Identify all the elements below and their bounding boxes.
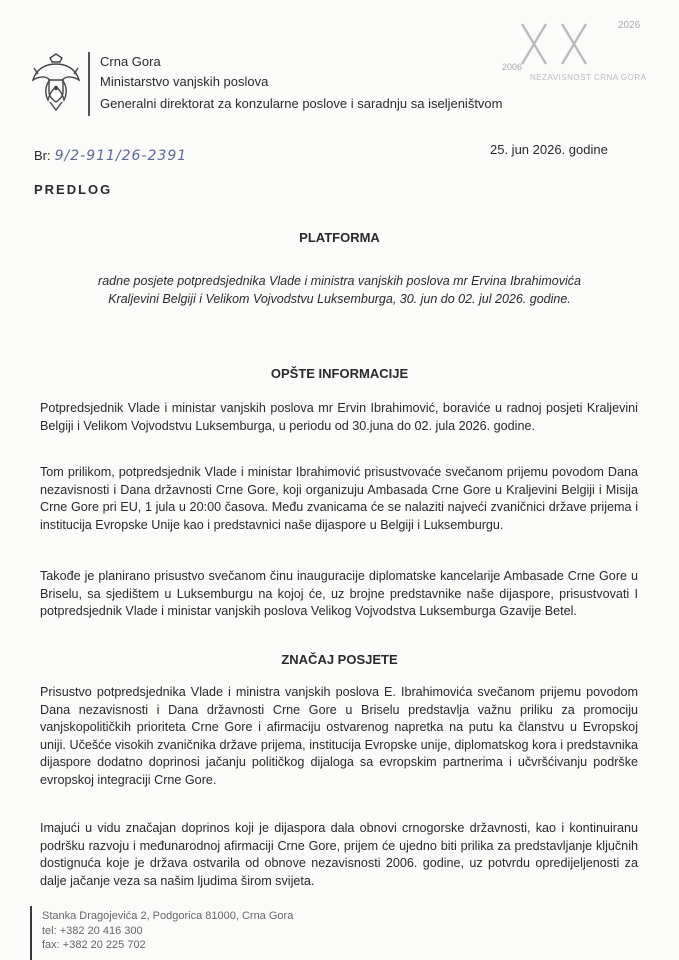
paragraph-3: Takođe je planirano prisustvo svečanom činu inauguracije diplomatske kancelarije Ambasade Crne Gore u Briselu, sa sjedištem u Luksemburgu na kojoj će, uz brojne predstavnike naše dijaspore, prisustvovati I potpredsjednik Vlade i ministar vanjskih poslova Velikog Vojvodstva Luksemburga Gzavije Betel. <box>40 569 638 618</box>
footer-fax: fax: +382 20 225 702 <box>42 939 146 951</box>
document-date: 25. jun 2026. godine <box>490 142 608 157</box>
subtitle-line-2: Kraljevini Belgiji i Velikom Vojvodstvu Luksemburga, 30. jun do 02. jul 2026. godine. <box>108 292 571 306</box>
paragraph-2: Tom prilikom, potpredsjednik Vlade i ministar Ibrahimović prisustvovaće svečanom prijemu povodom Dana nezavisnosti i Dana državnosti Crne Gore, koji organizuju Ambasada Crne Gore u Kraljevini Belgiji i Misija Crne Gore pri EU, 1 jula u 20:00 časova. Među zvanicama će se nalaziti najveći zvaničnici države prijema i institucija Evropske Unije kao i predstavnici naše dijaspore u Belgiji i Luksemburgu. <box>40 465 638 532</box>
subtitle-line-1: radne posjete potpredsjednika Vlade i ministra vanjskih poslova mr Ervina Ibrahimovića <box>98 274 581 288</box>
logo-caption: NEZAVISNOST CRNA GORA <box>530 73 647 82</box>
document-title: PLATFORMA <box>299 230 380 245</box>
header-divider <box>88 52 90 116</box>
footer-tel: tel: +382 20 416 300 <box>42 925 143 937</box>
reference-label: Br: <box>34 148 51 163</box>
anniversary-logo <box>500 14 660 84</box>
header-directorate: Generalni direktorat za konzularne poslove i saradnju sa iseljeništvom <box>100 96 503 111</box>
paragraph-4: Prisustvo potpredsjednika Vlade i ministra vanjskih poslova E. Ibrahimovića svečanom prijemu povodom Dana nezavisnosti i Dana državnosti Crne Gore u Briselu predstavlja važnu priliku za promociju vanjskopolitičkih prioriteta Crne Gore i afirmaciju ostvarenog napretka na putu ka članstvu u Evropskoj uniji. Učešće visokih zvaničnika države prijema, institucija Evropske unije, diplomatskog kora i predstavnika dijaspore dodatno doprinosi jačanju političkog dijaloga sa evropskim partnerima i učvršćivanju podrške evropskoj integraciji Crne Gore. <box>40 685 638 787</box>
document-subtitle <box>0 272 679 308</box>
footer-address: Stanka Dragojevića 2, Podgorica 81000, Crna Gora <box>42 910 294 922</box>
paragraph-1: Potpredsjednik Vlade i ministar vanjskih poslova mr Ervin Ibrahimović, boraviće u radnoj posjeti Kraljevini Belgiji i Velikom Vojvodstvu Luksemburga, u periodu od 30.juna do 02. jula 2026. godine. <box>40 401 638 433</box>
header-ministry: Ministarstvo vanjskih poslova <box>100 74 269 89</box>
document-type: PREDLOG <box>34 182 113 197</box>
logo-year-top: 2026 <box>618 20 641 31</box>
reference-number <box>34 148 187 164</box>
reference-handwritten: 9/2-911/26-2391 <box>54 148 188 164</box>
header-country: Crna Gora <box>100 54 161 69</box>
section-heading-general: OPŠTE INFORMACIJE <box>270 366 409 381</box>
paragraph-5: Imajući u vidu značajan doprinos koji je dijaspora dala obnovi crnogorske državnosti, kao i kontinuiranu podršku razvoju i međunarodnoj afirmaciji Crne Gore, prijem će ujedno biti prilika za predstavljanje ključnih dostignuća koje je država ostvarila od obnove nezavisnosti 2006. godine, uz potvrdu opredijeljenosti za dalje jačanje veza sa našim ljudima širom svijeta. <box>40 821 638 888</box>
section-heading-significance: ZNAČAJ POSJETE <box>281 652 398 667</box>
footer-divider <box>30 906 32 960</box>
coat-of-arms-icon <box>30 52 82 114</box>
logo-year-left: 2006 <box>502 62 523 72</box>
